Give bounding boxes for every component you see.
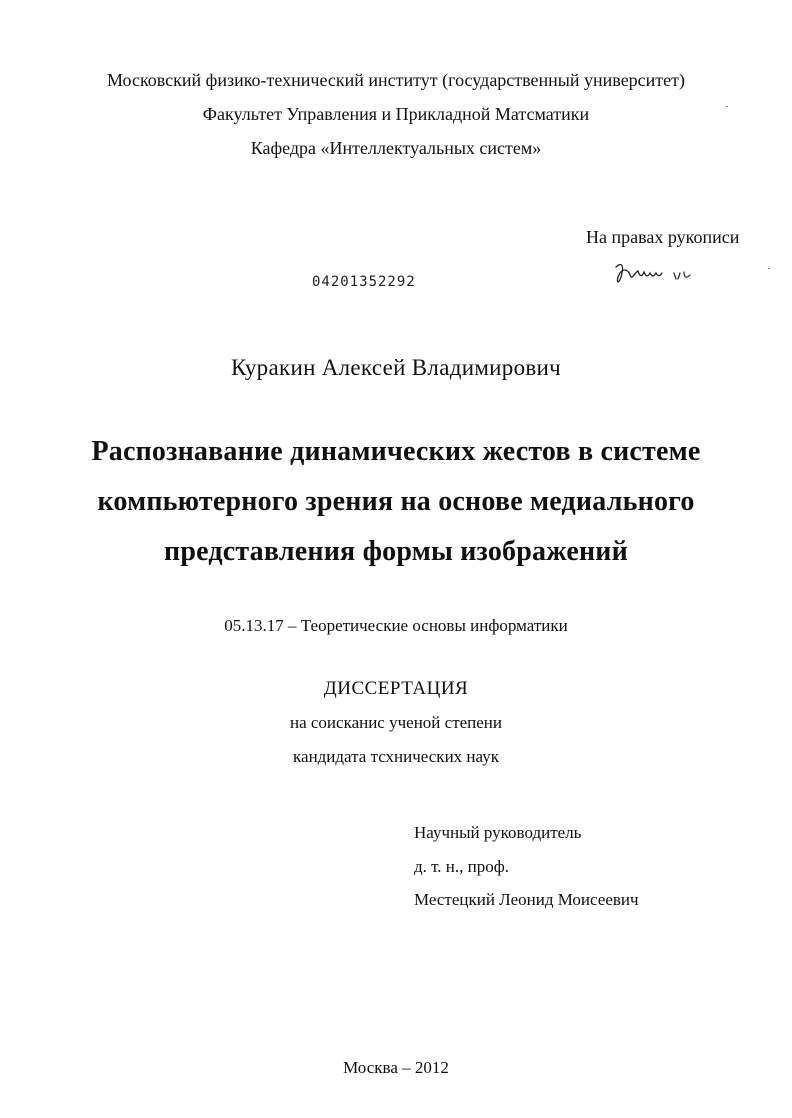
work-type-label: ДИССЕРТАЦИЯ (323, 678, 469, 699)
title-line-3: представления формы изображений (164, 536, 628, 567)
work-type-line-2: кандидата тсхнических наук (293, 747, 499, 766)
registration-number: 04201352292 (312, 274, 416, 290)
supervisor-role: Научный руководитель (414, 823, 582, 842)
scan-speck (726, 106, 728, 107)
title-line-2: компьютерного зрения на основе медиального (97, 486, 695, 517)
handwritten-signature (610, 255, 706, 293)
title-line-1: Распознавание динамических жестов в системе (91, 436, 701, 467)
specialty-code: 05.13.17 – Теоретические основы информатики (224, 616, 568, 635)
supervisor-name: Местецкий Леонид Моисеевич (414, 890, 639, 909)
rights-note: На правах рукописи (586, 227, 740, 247)
work-type-line-1: на соисканис ученой степени (289, 713, 503, 732)
author-name: Куракин Алексей Владимирович (230, 355, 562, 380)
faculty-name: Факультет Управления и Прикладной Матсматики (202, 104, 590, 124)
supervisor-degree: д. т. н., проф. (414, 857, 510, 876)
department-name: Кафедра «Интеллектуальных систем» (250, 138, 542, 158)
city-year-footer: Москва – 2012 (343, 1058, 449, 1077)
university-name: Московский физико-технический институт (государственный университет) (106, 70, 686, 90)
scan-speck (768, 268, 770, 269)
